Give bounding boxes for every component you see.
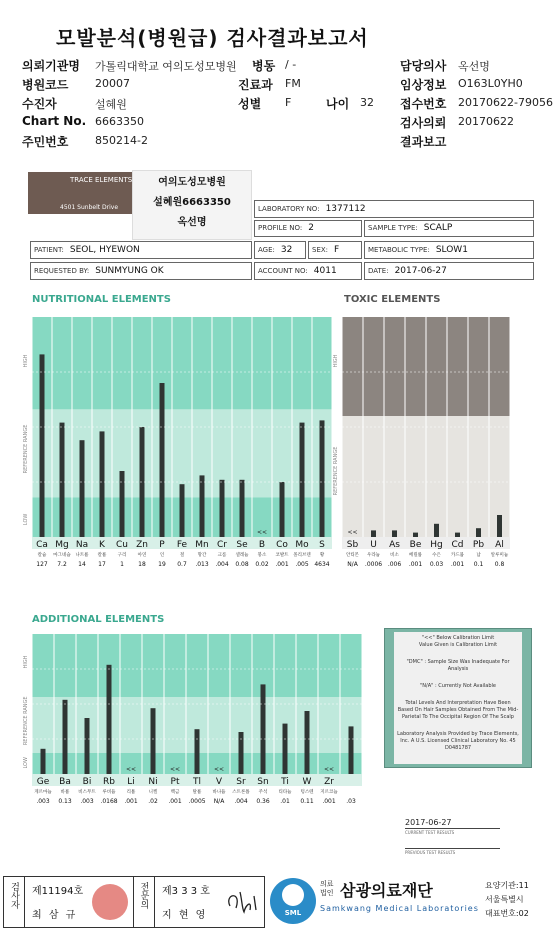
element-name: 황 — [319, 553, 325, 558]
element-name: 베릴륨 — [408, 553, 423, 558]
patient-value: 설혜원 — [95, 98, 127, 111]
bar-Tl — [195, 729, 200, 774]
element-symbol: Cd — [451, 540, 464, 550]
requested-value: SUNMYUNG OK — [95, 266, 164, 276]
element-value: 0.13 — [58, 798, 72, 805]
bar-extra — [349, 726, 354, 774]
element-symbol: U — [370, 540, 377, 550]
bar-Cd — [455, 533, 460, 537]
registration-line: 서울특별시 — [485, 895, 524, 904]
bar-Cu — [120, 471, 125, 537]
bar-S — [320, 420, 325, 537]
bar-Co — [280, 482, 285, 537]
age-box — [254, 241, 306, 259]
nutritional-title: NUTRITIONAL ELEMENTS — [32, 294, 171, 305]
element-symbol: Pt — [170, 777, 180, 787]
element-symbol: Mg — [55, 540, 69, 550]
sml-logo-text: SML — [284, 909, 302, 917]
element-symbol: As — [389, 540, 400, 550]
requested-box — [30, 262, 252, 280]
element-symbol: Ge — [36, 777, 50, 787]
element-value: 7.2 — [57, 561, 67, 568]
bar-Sr — [239, 732, 244, 774]
sex-value: F — [285, 96, 292, 109]
receipt-no-value: 20170622-79056 — [458, 96, 553, 109]
calibration-line: "N/A" : Currently Not Available — [419, 683, 496, 689]
account-label: ACCOUNT NO: — [258, 267, 308, 275]
hospital-code-label: 병원코드 — [22, 78, 69, 92]
bar-Sn — [261, 684, 266, 774]
axis-label: REFERENCE RANGE — [23, 424, 29, 474]
below-limit-mark: << — [125, 766, 137, 773]
element-value: .003 — [80, 798, 94, 805]
element-value: .01 — [280, 798, 290, 805]
axis-label: HIGH — [333, 354, 339, 368]
lab-patient-label: PATIENT: — [34, 246, 64, 254]
element-name: 티타늄 — [278, 790, 292, 795]
element-name: 비스무트 — [78, 790, 96, 795]
sample-type-box — [364, 220, 534, 237]
toxic-chart — [333, 305, 532, 595]
element-name: 루비듐 — [102, 790, 116, 795]
additional-chart — [8, 626, 378, 831]
axis-label: HIGH — [23, 354, 29, 368]
profile-no-label: PROFILE NO: — [258, 224, 303, 232]
element-value: 14 — [78, 561, 86, 568]
element-value: .0168 — [100, 798, 118, 805]
element-symbol: Mo — [295, 540, 309, 550]
element-symbol: Co — [276, 540, 288, 550]
element-name: 바나듐 — [212, 790, 226, 795]
element-symbol: Se — [236, 540, 248, 550]
calibration-line: Total Levels And Interpretation Have Been Based On Hair Samples Obtained From The Mid-Parietal To The Occipital Region Of The Scalp — [397, 700, 519, 720]
current-results-line — [405, 828, 500, 829]
company-name-en: Samkwang Medical Laboratories — [320, 904, 479, 913]
calibration-line: "DMC" : Sample Size Was Inadequate For Analysis — [406, 659, 510, 672]
element-name: 알루미늄 — [490, 553, 509, 558]
element-name: 망간 — [197, 553, 207, 558]
laboratory-no-label: LABORATORY NO: — [258, 205, 320, 213]
bar-Mo — [300, 423, 305, 537]
previous-results-label: PREVIOUS TEST RESULTS — [405, 850, 456, 855]
element-symbol: Zn — [136, 540, 148, 550]
metabolic-box — [364, 241, 534, 259]
doctor-value: 옥선명 — [458, 60, 490, 73]
element-symbol: Fe — [176, 540, 188, 550]
below-limit-mark: << — [347, 529, 358, 536]
hospital-label: 의뢰기관명 — [22, 59, 80, 73]
element-symbol: Sr — [236, 777, 246, 787]
element-value: .004 — [215, 561, 229, 568]
element-symbol: Cu — [116, 540, 128, 550]
stamp-line: 여의도성모병원 — [158, 177, 226, 188]
element-name: 크롬 — [217, 553, 227, 558]
element-name: 게르마늄 — [34, 790, 52, 795]
profile-no-value: 2 — [308, 223, 314, 233]
doctor-label: 담당의사 — [400, 59, 447, 73]
element-name: 칼륨 — [97, 553, 107, 558]
element-value: 0.7 — [177, 561, 187, 568]
bar-Na — [80, 440, 85, 537]
element-value: 0.1 — [473, 561, 484, 568]
bar-As — [392, 530, 397, 537]
element-symbol: Mn — [195, 540, 209, 550]
inspector-label — [3, 876, 25, 928]
element-value: 0.08 — [235, 561, 249, 568]
lab-age-label: AGE: — [258, 246, 275, 254]
element-name: 니켈 — [148, 790, 158, 795]
element-name: 마그네슘 — [53, 553, 71, 558]
element-value: 0.8 — [494, 561, 505, 568]
element-symbol: V — [215, 777, 223, 787]
account-value: 4011 — [313, 266, 337, 276]
axis-label: REFERENCE RANGE — [23, 696, 29, 746]
element-name: 비소 — [390, 553, 399, 558]
element-value: N/A — [347, 561, 358, 568]
bar-Fe — [180, 484, 185, 537]
bar-Bi — [85, 718, 90, 774]
element-name: 철 — [179, 553, 185, 558]
resident-no-label: 주민번호 — [22, 135, 69, 149]
metabolic-label: METABOLIC TYPE: — [368, 246, 430, 254]
element-name: 안티몬 — [345, 553, 360, 558]
element-value: .03 — [346, 798, 356, 805]
specialist-signature — [222, 886, 262, 918]
element-name: 수은 — [432, 553, 441, 558]
element-name: 우라늄 — [366, 553, 381, 558]
laboratory-no-box — [254, 200, 534, 218]
chart-no-value: 6663350 — [95, 115, 144, 128]
element-name: 코발트 — [275, 553, 289, 558]
element-value: 127 — [36, 561, 48, 568]
range-band — [32, 317, 332, 409]
element-symbol: Sn — [257, 777, 269, 787]
axis-label: HIGH — [23, 655, 29, 669]
element-value: .0006 — [364, 561, 383, 568]
date-label: DATE: — [368, 267, 389, 275]
element-symbol: Rb — [103, 777, 115, 787]
registration-line: 대표번호:02 — [485, 909, 529, 918]
registration-line: 요양기관:11 — [485, 881, 529, 890]
lab-patient-value: SEOL, HYEWON — [69, 245, 140, 255]
inspector-no: 제11194호 — [32, 886, 84, 897]
bar-Rb — [107, 665, 112, 774]
element-value: 0.11 — [300, 798, 314, 805]
laboratory-no-value: 1377112 — [325, 204, 366, 214]
below-limit-mark: << — [256, 529, 268, 536]
element-value: .0005 — [188, 798, 206, 805]
lab-sex-label: SEX: — [312, 246, 329, 254]
age-value: 32 — [360, 96, 374, 109]
below-limit-mark: << — [213, 766, 225, 773]
specialist-label — [133, 876, 155, 928]
bar-Mn — [200, 475, 205, 537]
element-name: 스트론튬 — [232, 790, 250, 795]
symbol-cell — [340, 774, 362, 786]
bar-Pb — [476, 528, 481, 537]
bar-Se — [240, 480, 245, 537]
element-name: 텅스텐 — [300, 790, 314, 795]
bar-Ca — [40, 354, 45, 537]
specialist-no: 제3 3 3 호 — [162, 886, 210, 897]
bar-P — [160, 383, 165, 537]
element-value: .004 — [234, 798, 248, 805]
sex-box — [308, 241, 362, 259]
element-value: .001 — [168, 798, 182, 805]
element-symbol: Ni — [148, 777, 158, 787]
department-label: 진료과 — [238, 78, 273, 92]
element-name: 나트륨 — [75, 553, 89, 558]
below-limit-mark: << — [169, 766, 181, 773]
calibration-line: "<<" Below Calibration Limit — [421, 635, 495, 641]
lab-age-value: 32 — [280, 245, 293, 255]
element-value: N/A — [213, 798, 225, 805]
element-value: 18 — [138, 561, 146, 568]
element-name: 셀레늄 — [235, 553, 249, 558]
element-value: 1 — [120, 561, 124, 568]
element-name: 아연 — [137, 553, 147, 558]
element-symbol: Sb — [346, 540, 359, 550]
hospital-stamp — [132, 170, 252, 240]
company-prefix: 의료법인 — [320, 880, 334, 897]
receipt-no-label: 접수번호 — [400, 97, 447, 111]
toxic-title: TOXIC ELEMENTS — [344, 294, 441, 305]
element-symbol: W — [302, 777, 312, 787]
element-symbol: S — [319, 540, 325, 550]
company-name: 삼광의료재단 — [340, 881, 433, 900]
element-name: 탈륨 — [192, 790, 202, 795]
element-symbol: Zr — [324, 777, 334, 787]
age-label: 나이 — [326, 97, 350, 111]
nutritional-chart — [8, 305, 338, 595]
logo-address: 4501 Sunbelt Drive — [60, 204, 119, 211]
element-symbol: Be — [409, 540, 422, 550]
current-results-label: CURRENT TEST RESULTS — [405, 830, 455, 835]
element-value: .001 — [124, 798, 138, 805]
hospital-value: 가톨릭대학교 여의도성모병원 — [95, 60, 237, 73]
element-symbol: Al — [495, 540, 504, 550]
element-value: .013 — [195, 561, 209, 568]
report-date-label: 결과보고 — [400, 135, 447, 149]
ward-value: / - — [285, 58, 297, 71]
element-value: .006 — [387, 561, 402, 568]
additional-title: ADDITIONAL ELEMENTS — [32, 614, 165, 625]
previous-results-line — [405, 848, 500, 849]
element-symbol: Tl — [193, 777, 201, 787]
element-value: 4634 — [314, 561, 330, 568]
date-box — [364, 262, 534, 280]
element-name: 주석 — [258, 790, 268, 795]
element-value: .003 — [36, 798, 50, 805]
calibration-line: Value Given is Calibration Limit — [418, 642, 498, 648]
bar-Cr — [220, 480, 225, 537]
report-title: 모발분석(병원급) 검사결과보고서 — [56, 26, 369, 50]
sex-label: 성별 — [238, 97, 262, 111]
element-value: .001 — [408, 561, 423, 568]
bar-Ge — [41, 749, 46, 774]
stamp-line: 옥선명 — [177, 217, 207, 228]
element-symbol: Ti — [281, 777, 289, 787]
element-symbol: P — [159, 540, 165, 550]
element-value: .005 — [295, 561, 309, 568]
sml-logo-figure — [282, 884, 304, 906]
element-name: 붕소 — [257, 553, 267, 558]
element-symbol: Cr — [217, 540, 227, 550]
bar-W — [305, 711, 310, 774]
sample-type-value: SCALP — [423, 223, 453, 233]
element-symbol: Ba — [59, 777, 71, 787]
element-name: 칼슘 — [37, 553, 47, 558]
element-symbol: Pb — [472, 540, 485, 550]
element-symbol: Li — [127, 777, 135, 787]
range-band — [32, 409, 332, 497]
bar-Mg — [60, 423, 65, 537]
element-value: .001 — [322, 798, 336, 805]
test-date: 2017-06-27 — [405, 818, 452, 827]
clinical-info-value: O163L0YH0 — [458, 77, 523, 90]
below-limit-mark: << — [323, 766, 335, 773]
patient-label: 수진자 — [22, 97, 57, 111]
axis-label: REFERENCE RANGE — [333, 446, 339, 496]
element-value: 19 — [158, 561, 166, 568]
element-value: 0.36 — [256, 798, 270, 805]
bar-Be — [413, 533, 418, 537]
calibration-line: Laboratory Analysis Provided by Trace Elements, Inc. A U.S. Licensed Clinical Laboratory No. 45 D0481787 — [397, 731, 519, 751]
element-name: 구리 — [117, 553, 127, 558]
resident-no-value: 850214-2 — [95, 134, 148, 147]
element-symbol: B — [258, 540, 266, 550]
element-symbol: Ca — [36, 540, 48, 550]
element-name: 납 — [476, 553, 481, 558]
requested-label: REQUESTED BY: — [34, 267, 90, 275]
request-date-value: 20170622 — [458, 115, 514, 128]
element-value: 0.03 — [429, 561, 444, 568]
inspector-label-text: 검사자 — [9, 882, 19, 909]
ward-label: 병동 — [252, 59, 276, 73]
bar-Ba — [63, 700, 68, 774]
hospital-code-value: 20007 — [95, 77, 130, 90]
bar-Al — [497, 515, 502, 537]
element-name: 카드뮴 — [450, 553, 465, 558]
bar-Hg — [434, 524, 439, 537]
element-value: 17 — [98, 561, 106, 568]
profile-no-box — [254, 220, 362, 237]
bar-U — [371, 530, 376, 537]
specialist-name: 지 현 영 — [162, 910, 208, 921]
inspector-seal — [92, 884, 128, 920]
request-date-label: 검사의뢰 — [400, 116, 447, 130]
element-symbol: K — [99, 540, 105, 550]
department-value: FM — [285, 77, 301, 90]
element-name: 지르코늄 — [320, 790, 338, 795]
element-name: 몰리브덴 — [293, 553, 311, 558]
element-name: 바륨 — [60, 790, 70, 795]
element-value: .02 — [148, 798, 158, 805]
inspector-name: 최 삼 규 — [32, 910, 78, 921]
element-name: 인 — [159, 553, 165, 558]
range-band — [32, 634, 362, 697]
bar-K — [100, 431, 105, 537]
element-value: .001 — [275, 561, 289, 568]
axis-label: LOW — [23, 513, 29, 526]
lab-sex-value: F — [334, 245, 340, 255]
chart-no-label: Chart No. — [22, 114, 87, 128]
bar-Ni — [151, 708, 156, 774]
bar-Ti — [283, 724, 288, 774]
metabolic-value: SLOW1 — [435, 245, 468, 255]
stamp-line: 설혜원6663350 — [153, 197, 231, 208]
logo-text: TRACE ELEMENTS — [70, 176, 133, 184]
account-box — [254, 262, 362, 280]
axis-label: LOW — [23, 757, 29, 769]
element-name: 리튬 — [126, 790, 136, 795]
sample-type-label: SAMPLE TYPE: — [368, 224, 418, 232]
patient-box — [30, 241, 252, 259]
clinical-info-label: 임상정보 — [400, 78, 447, 92]
specialist-label-text: 전문의 — [138, 882, 149, 909]
element-value: .001 — [450, 561, 465, 568]
element-symbol: Hg — [430, 540, 443, 550]
element-symbol: Bi — [82, 777, 92, 787]
element-symbol: Na — [75, 540, 89, 550]
element-name: 백금 — [170, 790, 180, 795]
element-value: 0.02 — [255, 561, 269, 568]
calibration-notes — [394, 632, 522, 764]
date-value: 2017-06-27 — [394, 266, 447, 276]
